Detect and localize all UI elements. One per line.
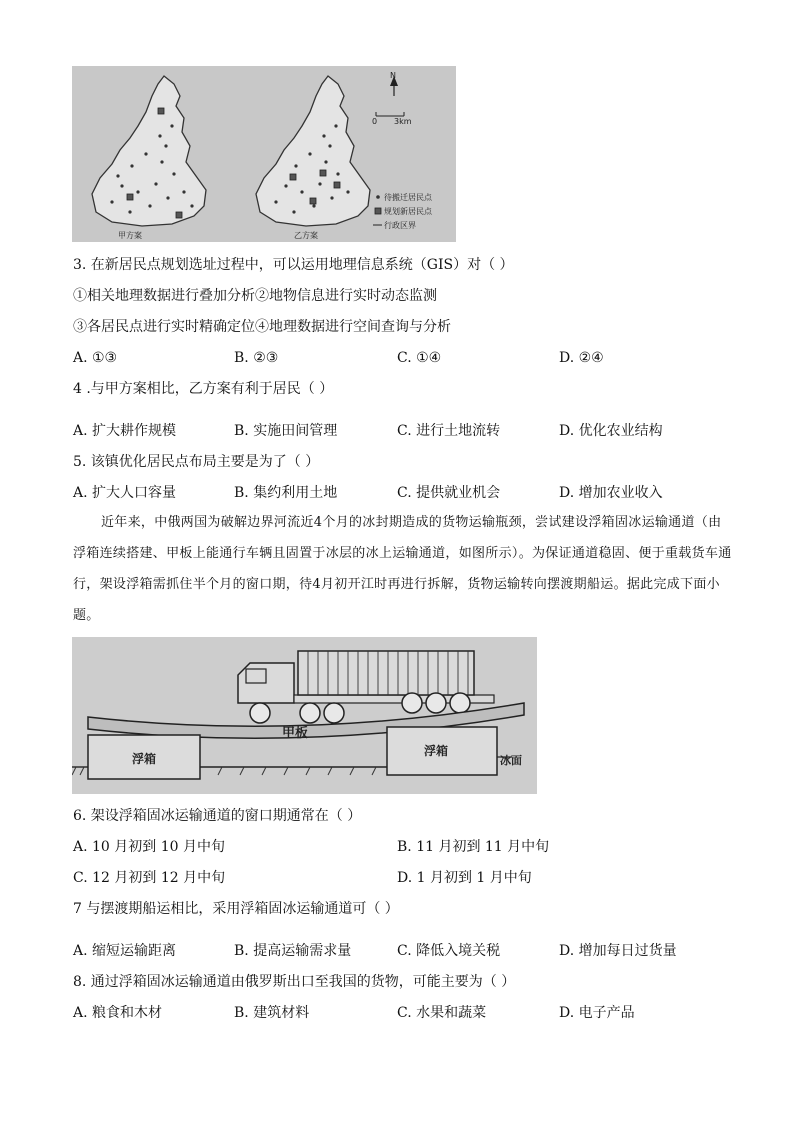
legend-item-line: 行政区界 (384, 221, 416, 230)
q6-option-d[interactable]: D. 1 月初到 1 月中旬 (397, 870, 532, 886)
q5-option-b[interactable]: B. 集约利用土地 (234, 485, 338, 501)
q3-option-b[interactable]: B. ②③ (234, 350, 279, 366)
q3-option-a[interactable]: A. ①③ (73, 350, 118, 366)
q6-stem: 6. 架设浮箱固冰运输通道的窗口期通常在（ ） (73, 808, 362, 824)
q8-option-c[interactable]: C. 水果和蔬菜 (397, 1005, 487, 1021)
pontoon-left-label: 浮箱 (132, 752, 157, 766)
pontoon-figure (72, 637, 537, 794)
q7-stem: 7 与摆渡期船运相比，采用浮箱固冰运输通道可（ ） (73, 901, 399, 917)
pontoon-figure-svg (72, 637, 537, 794)
q4-stem: 4 .与甲方案相比，乙方案有利于居民（ ） (73, 381, 334, 397)
compass-label: N (390, 71, 396, 80)
scale-zero: 0 (372, 117, 378, 126)
q4-option-b[interactable]: B. 实施田间管理 (234, 423, 338, 439)
map-figure (72, 66, 456, 242)
q4-option-c[interactable]: C. 进行土地流转 (397, 423, 501, 439)
q7-option-a[interactable]: A. 缩短运输距离 (73, 943, 177, 959)
q5-option-d[interactable]: D. 增加农业收入 (559, 485, 663, 501)
q3-stem: 3. 在新居民点规划选址过程中，可以运用地理信息系统（GIS）对（ ） (73, 257, 514, 273)
q7-option-b[interactable]: B. 提高运输需求量 (234, 943, 352, 959)
q7-option-d[interactable]: D. 增加每日过货量 (559, 943, 677, 959)
deck-label: 甲板 (282, 726, 309, 741)
q3-option-c[interactable]: C. ①④ (397, 350, 442, 366)
legend-item-square: 规划新居民点 (384, 207, 432, 216)
q3-statement-2: ③各居民点进行实时精确定位④地理数据进行空间查询与分析 (73, 319, 451, 335)
q8-option-b[interactable]: B. 建筑材料 (234, 1005, 310, 1021)
q4-option-d[interactable]: D. 优化农业结构 (559, 423, 663, 439)
ice-label: 冰面 (500, 754, 522, 767)
legend-item-dot: 待搬迁居民点 (384, 193, 432, 202)
map-right-label: 乙方案 (294, 231, 318, 240)
map-left-label: 甲方案 (118, 231, 142, 240)
q5-option-a[interactable]: A. 扩大人口容量 (73, 485, 177, 501)
q6-option-b[interactable]: B. 11 月初到 11 月中旬 (397, 839, 550, 855)
q8-option-d[interactable]: D. 电子产品 (559, 1005, 635, 1021)
q8-option-a[interactable]: A. 粮食和木材 (73, 1005, 163, 1021)
legend-square-icon (375, 208, 381, 214)
reading-passage: 近年来，中俄两国为破解边界河流近4个月的冰封期造成的货物运输瓶颈，尝试建设浮箱固冰运输通道（由浮箱连续搭建、甲板上能通行车辆且固置于冰层的冰上运输通道，如图所示）。为保证通道稳固、便于重载货车通行，架设浮箱需抓住半个月的窗口期，待4月初开江时再进行拆解，货物运输转向摆渡期船运。据此完成下面小题。 (73, 515, 732, 623)
scale-end: 3km (394, 117, 412, 126)
q3-statement-1: ①相关地理数据进行叠加分析②地物信息进行实时动态监测 (73, 288, 437, 304)
q3-option-d[interactable]: D. ②④ (559, 350, 604, 366)
pontoon-right-label: 浮箱 (424, 744, 449, 758)
q6-option-a[interactable]: A. 10 月初到 10 月中旬 (73, 839, 225, 855)
q8-stem: 8. 通过浮箱固冰运输通道由俄罗斯出口至我国的货物，可能主要为（ ） (73, 974, 516, 990)
q4-option-a[interactable]: A. 扩大耕作规模 (73, 423, 177, 439)
q7-option-c[interactable]: C. 降低入境关税 (397, 943, 501, 959)
legend-dot-icon (376, 195, 380, 199)
map-figure-svg (72, 66, 456, 242)
q5-stem: 5. 该镇优化居民点布局主要是为了（ ） (73, 454, 320, 470)
q5-option-c[interactable]: C. 提供就业机会 (397, 485, 501, 501)
q6-option-c[interactable]: C. 12 月初到 12 月中旬 (73, 870, 226, 886)
